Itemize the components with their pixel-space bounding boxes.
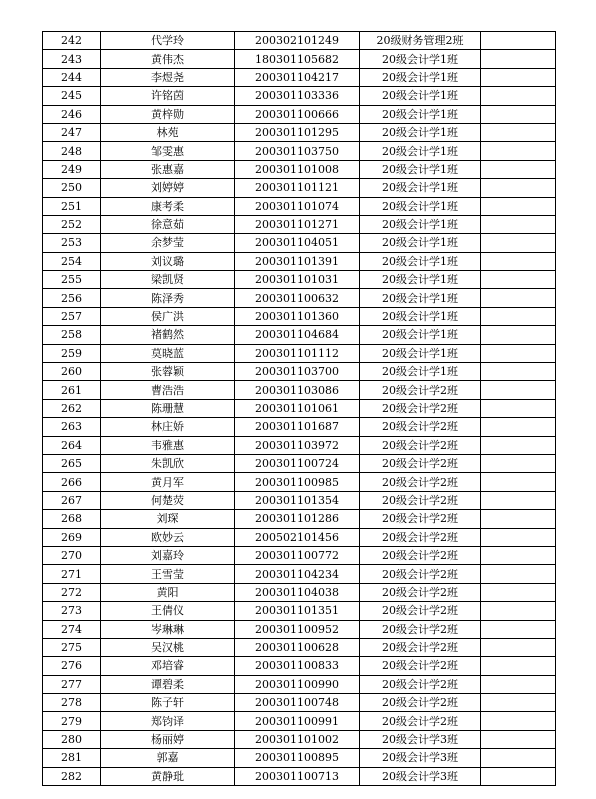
empty-remarks-cell — [481, 215, 556, 233]
class-name-cell: 20级会计学1班 — [360, 68, 481, 86]
empty-remarks-cell — [481, 491, 556, 509]
class-name-cell: 20级会计学3班 — [360, 767, 481, 785]
student-id-cell: 200301103700 — [235, 363, 360, 381]
row-number-cell: 268 — [43, 510, 101, 528]
empty-remarks-cell — [481, 142, 556, 160]
table-row — [43, 32, 556, 50]
row-number-cell: 260 — [43, 363, 101, 381]
table-row — [43, 675, 556, 693]
row-number-cell: 277 — [43, 675, 101, 693]
table-row — [43, 657, 556, 675]
class-name-cell: 20级财务管理2班 — [360, 32, 481, 50]
table-row — [43, 215, 556, 233]
row-number-cell: 270 — [43, 546, 101, 564]
student-id-cell: 200301103972 — [235, 436, 360, 454]
row-number-cell: 272 — [43, 583, 101, 601]
student-id-cell: 200301101354 — [235, 491, 360, 509]
roster-table-body — [43, 32, 556, 786]
student-name-cell: 张蓉颖 — [101, 363, 235, 381]
empty-remarks-cell — [481, 68, 556, 86]
student-name-cell: 朱凯欣 — [101, 454, 235, 472]
row-number-cell: 274 — [43, 620, 101, 638]
student-name-cell: 陈珊慧 — [101, 399, 235, 417]
empty-remarks-cell — [481, 473, 556, 491]
empty-remarks-cell — [481, 50, 556, 68]
student-id-cell: 200301103750 — [235, 142, 360, 160]
class-name-cell: 20级会计学1班 — [360, 326, 481, 344]
empty-remarks-cell — [481, 436, 556, 454]
empty-remarks-cell — [481, 307, 556, 325]
class-name-cell: 20级会计学1班 — [360, 215, 481, 233]
row-number-cell: 246 — [43, 105, 101, 123]
row-number-cell: 273 — [43, 602, 101, 620]
row-number-cell: 254 — [43, 252, 101, 270]
row-number-cell: 256 — [43, 289, 101, 307]
student-id-cell: 200301101008 — [235, 160, 360, 178]
class-name-cell: 20级会计学2班 — [360, 620, 481, 638]
student-id-cell: 200301104051 — [235, 234, 360, 252]
table-row — [43, 694, 556, 712]
empty-remarks-cell — [481, 363, 556, 381]
row-number-cell: 252 — [43, 215, 101, 233]
student-id-cell: 200502101456 — [235, 528, 360, 546]
class-name-cell: 20级会计学1班 — [360, 271, 481, 289]
student-name-cell: 李煜尧 — [101, 68, 235, 86]
empty-remarks-cell — [481, 675, 556, 693]
student-name-cell: 王雪莹 — [101, 565, 235, 583]
student-id-cell: 200301100990 — [235, 675, 360, 693]
empty-remarks-cell — [481, 583, 556, 601]
student-name-cell: 林苑 — [101, 123, 235, 141]
row-number-cell: 267 — [43, 491, 101, 509]
student-name-cell: 余梦莹 — [101, 234, 235, 252]
row-number-cell: 265 — [43, 454, 101, 472]
row-number-cell: 275 — [43, 638, 101, 656]
class-name-cell: 20级会计学1班 — [360, 234, 481, 252]
class-name-cell: 20级会计学1班 — [360, 87, 481, 105]
empty-remarks-cell — [481, 123, 556, 141]
class-name-cell: 20级会计学2班 — [360, 418, 481, 436]
row-number-cell: 257 — [43, 307, 101, 325]
table-row — [43, 620, 556, 638]
student-id-cell: 200301101351 — [235, 602, 360, 620]
student-name-cell: 黄梓勋 — [101, 105, 235, 123]
student-name-cell: 邹雯惠 — [101, 142, 235, 160]
class-name-cell: 20级会计学2班 — [360, 638, 481, 656]
student-id-cell: 180301105682 — [235, 50, 360, 68]
student-id-cell: 200301103336 — [235, 87, 360, 105]
row-number-cell: 251 — [43, 197, 101, 215]
student-name-cell: 代学玲 — [101, 32, 235, 50]
empty-remarks-cell — [481, 620, 556, 638]
student-id-cell: 200301101061 — [235, 399, 360, 417]
table-row — [43, 344, 556, 362]
student-name-cell: 刘嘉玲 — [101, 546, 235, 564]
student-id-cell: 200301104217 — [235, 68, 360, 86]
row-number-cell: 248 — [43, 142, 101, 160]
student-name-cell: 许铭茵 — [101, 87, 235, 105]
table-row — [43, 767, 556, 785]
student-name-cell: 杨丽婷 — [101, 730, 235, 748]
student-id-cell: 200301101271 — [235, 215, 360, 233]
student-id-cell: 200301104038 — [235, 583, 360, 601]
class-name-cell: 20级会计学2班 — [360, 399, 481, 417]
student-name-cell: 王倩仪 — [101, 602, 235, 620]
student-name-cell: 陈泽秀 — [101, 289, 235, 307]
empty-remarks-cell — [481, 712, 556, 730]
table-row — [43, 160, 556, 178]
class-name-cell: 20级会计学2班 — [360, 694, 481, 712]
student-id-cell: 200301100628 — [235, 638, 360, 656]
student-id-cell: 200301104234 — [235, 565, 360, 583]
student-name-cell: 郑钧译 — [101, 712, 235, 730]
student-id-cell: 200301100833 — [235, 657, 360, 675]
class-name-cell: 20级会计学1班 — [360, 289, 481, 307]
table-row — [43, 68, 556, 86]
empty-remarks-cell — [481, 454, 556, 472]
table-row — [43, 289, 556, 307]
row-number-cell: 281 — [43, 749, 101, 767]
student-name-cell: 韦雅惠 — [101, 436, 235, 454]
class-name-cell: 20级会计学1班 — [360, 344, 481, 362]
student-name-cell: 何楚荧 — [101, 491, 235, 509]
student-id-cell: 200301100724 — [235, 454, 360, 472]
table-row — [43, 123, 556, 141]
student-id-cell: 200301100666 — [235, 105, 360, 123]
row-number-cell: 280 — [43, 730, 101, 748]
class-name-cell: 20级会计学2班 — [360, 546, 481, 564]
empty-remarks-cell — [481, 510, 556, 528]
table-row — [43, 454, 556, 472]
student-id-cell: 200301101112 — [235, 344, 360, 362]
table-row — [43, 399, 556, 417]
row-number-cell: 264 — [43, 436, 101, 454]
student-name-cell: 康考柔 — [101, 197, 235, 215]
row-number-cell: 282 — [43, 767, 101, 785]
student-id-cell: 200301100713 — [235, 767, 360, 785]
student-id-cell: 200301100985 — [235, 473, 360, 491]
table-row — [43, 638, 556, 656]
empty-remarks-cell — [481, 87, 556, 105]
table-row — [43, 179, 556, 197]
class-name-cell: 20级会计学3班 — [360, 749, 481, 767]
student-id-cell: 200301100895 — [235, 749, 360, 767]
empty-remarks-cell — [481, 289, 556, 307]
student-id-cell: 200301101031 — [235, 271, 360, 289]
empty-remarks-cell — [481, 638, 556, 656]
class-name-cell: 20级会计学2班 — [360, 381, 481, 399]
empty-remarks-cell — [481, 381, 556, 399]
class-name-cell: 20级会计学1班 — [360, 160, 481, 178]
student-id-cell: 200301100772 — [235, 546, 360, 564]
class-name-cell: 20级会计学2班 — [360, 436, 481, 454]
table-row — [43, 307, 556, 325]
table-row — [43, 105, 556, 123]
row-number-cell: 259 — [43, 344, 101, 362]
row-number-cell: 253 — [43, 234, 101, 252]
student-name-cell: 欧妙云 — [101, 528, 235, 546]
row-number-cell: 269 — [43, 528, 101, 546]
class-name-cell: 20级会计学1班 — [360, 50, 481, 68]
class-name-cell: 20级会计学2班 — [360, 602, 481, 620]
student-name-cell: 侯广洪 — [101, 307, 235, 325]
student-id-cell: 200301100748 — [235, 694, 360, 712]
empty-remarks-cell — [481, 32, 556, 50]
student-name-cell: 徐意茹 — [101, 215, 235, 233]
row-number-cell: 271 — [43, 565, 101, 583]
student-id-cell: 200301104684 — [235, 326, 360, 344]
student-id-cell: 200301101286 — [235, 510, 360, 528]
class-name-cell: 20级会计学2班 — [360, 454, 481, 472]
empty-remarks-cell — [481, 602, 556, 620]
student-id-cell: 200301100991 — [235, 712, 360, 730]
table-row — [43, 271, 556, 289]
table-row — [43, 602, 556, 620]
class-name-cell: 20级会计学2班 — [360, 473, 481, 491]
student-id-cell: 200301101121 — [235, 179, 360, 197]
student-name-cell: 谭碧柔 — [101, 675, 235, 693]
class-name-cell: 20级会计学2班 — [360, 510, 481, 528]
row-number-cell: 245 — [43, 87, 101, 105]
empty-remarks-cell — [481, 767, 556, 785]
student-id-cell: 200301101074 — [235, 197, 360, 215]
empty-remarks-cell — [481, 105, 556, 123]
empty-remarks-cell — [481, 399, 556, 417]
student-id-cell: 200301101391 — [235, 252, 360, 270]
class-name-cell: 20级会计学2班 — [360, 528, 481, 546]
table-row — [43, 712, 556, 730]
table-row — [43, 234, 556, 252]
class-name-cell: 20级会计学1班 — [360, 363, 481, 381]
table-row — [43, 436, 556, 454]
table-row — [43, 749, 556, 767]
student-id-cell: 200301101295 — [235, 123, 360, 141]
table-row — [43, 381, 556, 399]
empty-remarks-cell — [481, 252, 556, 270]
empty-remarks-cell — [481, 694, 556, 712]
student-id-cell: 200301100952 — [235, 620, 360, 638]
row-number-cell: 258 — [43, 326, 101, 344]
table-row — [43, 491, 556, 509]
empty-remarks-cell — [481, 546, 556, 564]
table-row — [43, 252, 556, 270]
class-name-cell: 20级会计学2班 — [360, 712, 481, 730]
row-number-cell: 250 — [43, 179, 101, 197]
empty-remarks-cell — [481, 730, 556, 748]
empty-remarks-cell — [481, 344, 556, 362]
student-name-cell: 郭嘉 — [101, 749, 235, 767]
student-name-cell: 刘婷婷 — [101, 179, 235, 197]
table-row — [43, 510, 556, 528]
table-row — [43, 730, 556, 748]
row-number-cell: 279 — [43, 712, 101, 730]
class-name-cell: 20级会计学1班 — [360, 197, 481, 215]
table-row — [43, 87, 556, 105]
table-row — [43, 363, 556, 381]
empty-remarks-cell — [481, 657, 556, 675]
student-name-cell: 曹浩浩 — [101, 381, 235, 399]
student-name-cell: 黄阳 — [101, 583, 235, 601]
student-name-cell: 黄静玭 — [101, 767, 235, 785]
row-number-cell: 263 — [43, 418, 101, 436]
class-name-cell: 20级会计学2班 — [360, 675, 481, 693]
student-name-cell: 邓培睿 — [101, 657, 235, 675]
student-roster-table — [42, 31, 556, 786]
class-name-cell: 20级会计学3班 — [360, 730, 481, 748]
student-name-cell: 张惠嘉 — [101, 160, 235, 178]
class-name-cell: 20级会计学1班 — [360, 307, 481, 325]
class-name-cell: 20级会计学1班 — [360, 142, 481, 160]
table-row — [43, 142, 556, 160]
empty-remarks-cell — [481, 234, 556, 252]
table-row — [43, 546, 556, 564]
student-name-cell: 梁凯贤 — [101, 271, 235, 289]
class-name-cell: 20级会计学2班 — [360, 657, 481, 675]
student-id-cell: 200301103086 — [235, 381, 360, 399]
student-id-cell: 200301101687 — [235, 418, 360, 436]
empty-remarks-cell — [481, 326, 556, 344]
student-name-cell: 黄月军 — [101, 473, 235, 491]
table-row — [43, 528, 556, 546]
student-name-cell: 黄伟杰 — [101, 50, 235, 68]
row-number-cell: 244 — [43, 68, 101, 86]
row-number-cell: 262 — [43, 399, 101, 417]
class-name-cell: 20级会计学1班 — [360, 105, 481, 123]
empty-remarks-cell — [481, 528, 556, 546]
row-number-cell: 249 — [43, 160, 101, 178]
student-name-cell: 莫晓蓝 — [101, 344, 235, 362]
table-row — [43, 197, 556, 215]
student-id-cell: 200301100632 — [235, 289, 360, 307]
student-name-cell: 林庄娇 — [101, 418, 235, 436]
student-id-cell: 200302101249 — [235, 32, 360, 50]
table-row — [43, 583, 556, 601]
empty-remarks-cell — [481, 565, 556, 583]
row-number-cell: 276 — [43, 657, 101, 675]
student-name-cell: 刘议璐 — [101, 252, 235, 270]
table-row — [43, 50, 556, 68]
student-name-cell: 陈子轩 — [101, 694, 235, 712]
student-name-cell: 刘琛 — [101, 510, 235, 528]
table-row — [43, 326, 556, 344]
empty-remarks-cell — [481, 197, 556, 215]
student-id-cell: 200301101360 — [235, 307, 360, 325]
table-row — [43, 473, 556, 491]
class-name-cell: 20级会计学2班 — [360, 491, 481, 509]
row-number-cell: 266 — [43, 473, 101, 491]
row-number-cell: 247 — [43, 123, 101, 141]
table-row — [43, 418, 556, 436]
student-name-cell: 岑琳琳 — [101, 620, 235, 638]
row-number-cell: 261 — [43, 381, 101, 399]
empty-remarks-cell — [481, 749, 556, 767]
class-name-cell: 20级会计学1班 — [360, 179, 481, 197]
class-name-cell: 20级会计学1班 — [360, 252, 481, 270]
row-number-cell: 243 — [43, 50, 101, 68]
empty-remarks-cell — [481, 418, 556, 436]
empty-remarks-cell — [481, 179, 556, 197]
row-number-cell: 278 — [43, 694, 101, 712]
table-row — [43, 565, 556, 583]
empty-remarks-cell — [481, 160, 556, 178]
row-number-cell: 255 — [43, 271, 101, 289]
class-name-cell: 20级会计学1班 — [360, 123, 481, 141]
row-number-cell: 242 — [43, 32, 101, 50]
class-name-cell: 20级会计学2班 — [360, 565, 481, 583]
empty-remarks-cell — [481, 271, 556, 289]
student-id-cell: 200301101002 — [235, 730, 360, 748]
class-name-cell: 20级会计学2班 — [360, 583, 481, 601]
student-name-cell: 吴汉桃 — [101, 638, 235, 656]
student-name-cell: 褚鹤然 — [101, 326, 235, 344]
